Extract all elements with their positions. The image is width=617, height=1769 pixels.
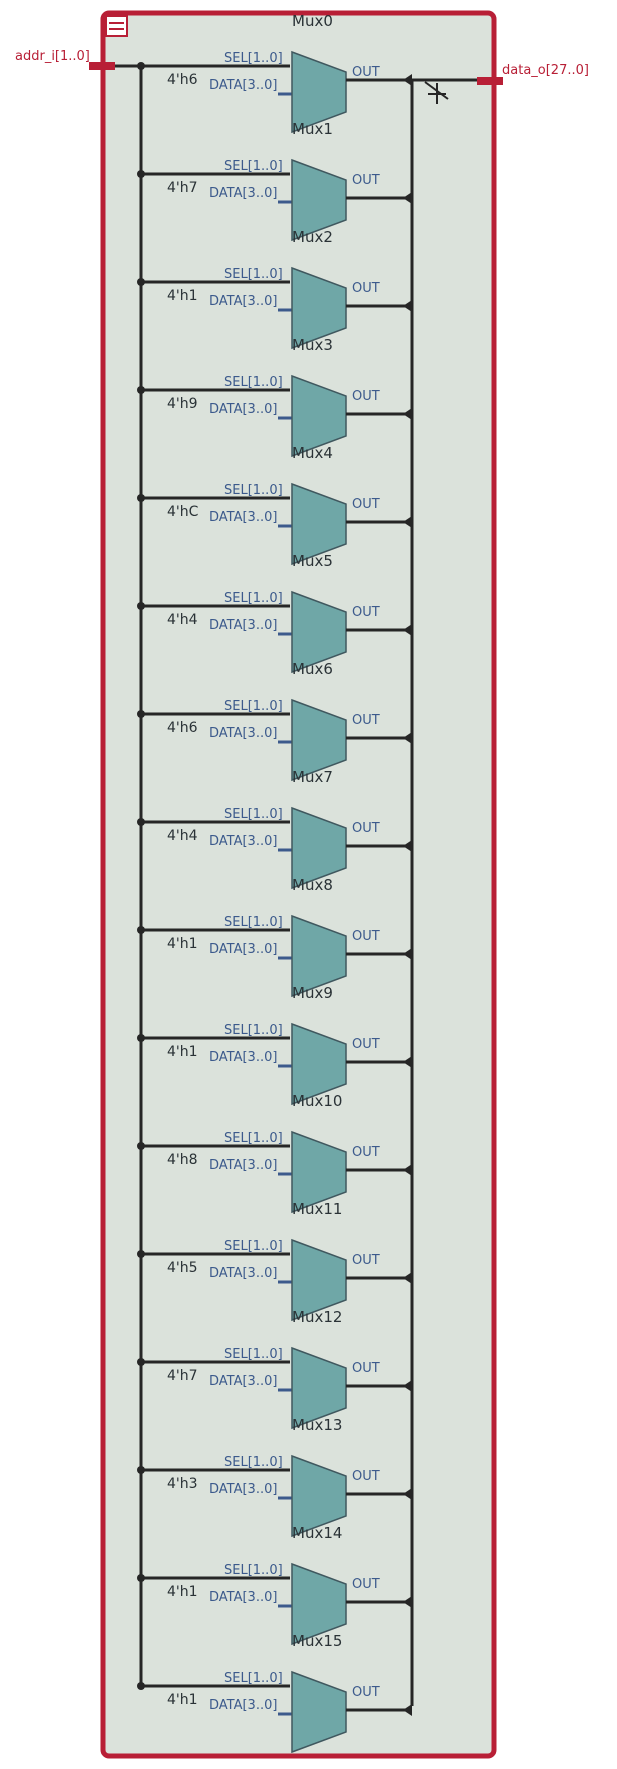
out-pin-label: OUT (352, 389, 380, 404)
out-pin-label: OUT (352, 281, 380, 296)
data-pin-label: DATA[3..0] (209, 1158, 278, 1173)
constant-value-label: 4'h7 (167, 1368, 198, 1384)
constant-value-label: 4'h5 (167, 1260, 198, 1276)
data-pin-label: DATA[3..0] (209, 186, 278, 201)
out-pin-label: OUT (352, 1037, 380, 1052)
sel-pin-label: SEL[1..0] (224, 51, 283, 66)
sel-pin-label: SEL[1..0] (224, 483, 283, 498)
input-port-label: addr_i[1..0] (15, 49, 90, 64)
constant-value-label: 4'h7 (167, 180, 198, 196)
out-pin-label: OUT (352, 1145, 380, 1160)
select-junction-dot (137, 926, 145, 934)
constant-value-label: 4'h8 (167, 1152, 198, 1168)
select-junction-dot (137, 1358, 145, 1366)
mux-title: Mux7 (292, 768, 333, 786)
sel-pin-label: SEL[1..0] (224, 1023, 283, 1038)
sel-pin-label: SEL[1..0] (224, 159, 283, 174)
constant-value-label: 4'h6 (167, 72, 198, 88)
mux-title: Mux14 (292, 1524, 343, 1542)
input-port-pin[interactable] (89, 62, 115, 70)
constant-value-label: 4'h1 (167, 1044, 198, 1060)
out-pin-label: OUT (352, 713, 380, 728)
constant-value-label: 4'h3 (167, 1476, 198, 1492)
select-junction-dot (137, 1250, 145, 1258)
select-junction-dot (137, 1574, 145, 1582)
data-pin-label: DATA[3..0] (209, 1266, 278, 1281)
out-pin-label: OUT (352, 173, 380, 188)
constant-value-label: 4'hC (167, 504, 199, 520)
out-pin-label: OUT (352, 497, 380, 512)
out-pin-label: OUT (352, 605, 380, 620)
data-pin-label: DATA[3..0] (209, 834, 278, 849)
select-junction-dot (137, 386, 145, 394)
select-junction-dot (137, 1142, 145, 1150)
data-pin-label: DATA[3..0] (209, 510, 278, 525)
sel-pin-label: SEL[1..0] (224, 807, 283, 822)
sel-pin-label: SEL[1..0] (224, 1131, 283, 1146)
constant-value-label: 4'h1 (167, 1584, 198, 1600)
data-pin-label: DATA[3..0] (209, 1698, 278, 1713)
select-junction-dot (137, 170, 145, 178)
sel-pin-label: SEL[1..0] (224, 1239, 283, 1254)
select-junction-dot (137, 494, 145, 502)
data-pin-label: DATA[3..0] (209, 1482, 278, 1497)
sel-pin-label: SEL[1..0] (224, 1671, 283, 1686)
mux-title: Mux13 (292, 1416, 343, 1434)
mux-title: Mux6 (292, 660, 333, 678)
constant-value-label: 4'h9 (167, 396, 198, 412)
out-pin-label: OUT (352, 1253, 380, 1268)
mux-title: Mux5 (292, 552, 333, 570)
out-pin-label: OUT (352, 1469, 380, 1484)
constant-value-label: 4'h6 (167, 720, 198, 736)
select-junction-dot (137, 278, 145, 286)
constant-value-label: 4'h4 (167, 828, 198, 844)
select-junction-dot (137, 62, 145, 70)
sel-pin-label: SEL[1..0] (224, 1347, 283, 1362)
constant-value-label: 4'h1 (167, 1692, 198, 1708)
mux-title: Mux3 (292, 336, 333, 354)
sel-pin-label: SEL[1..0] (224, 1563, 283, 1578)
out-pin-label: OUT (352, 821, 380, 836)
data-pin-label: DATA[3..0] (209, 78, 278, 93)
data-pin-label: DATA[3..0] (209, 294, 278, 309)
data-pin-label: DATA[3..0] (209, 942, 278, 957)
mux-title: Mux0 (292, 12, 333, 30)
mux-title: Mux12 (292, 1308, 343, 1326)
input-port[interactable] (15, 49, 115, 70)
data-pin-label: DATA[3..0] (209, 618, 278, 633)
mux-title: Mux1 (292, 120, 333, 138)
mux-title: Mux9 (292, 984, 333, 1002)
output-port-label: data_o[27..0] (502, 63, 589, 78)
mux-title: Mux15 (292, 1632, 343, 1650)
select-junction-dot (137, 710, 145, 718)
select-junction-dot (137, 602, 145, 610)
sel-pin-label: SEL[1..0] (224, 915, 283, 930)
select-junction-dot (137, 1466, 145, 1474)
data-pin-label: DATA[3..0] (209, 726, 278, 741)
out-pin-label: OUT (352, 65, 380, 80)
sel-pin-label: SEL[1..0] (224, 1455, 283, 1470)
constant-value-label: 4'h1 (167, 288, 198, 304)
sel-pin-label: SEL[1..0] (224, 699, 283, 714)
mux-title: Mux8 (292, 876, 333, 894)
data-pin-label: DATA[3..0] (209, 1374, 278, 1389)
constant-value-label: 4'h1 (167, 936, 198, 952)
data-pin-label: DATA[3..0] (209, 1590, 278, 1605)
out-pin-label: OUT (352, 1361, 380, 1376)
data-pin-label: DATA[3..0] (209, 402, 278, 417)
mux-title: Mux10 (292, 1092, 343, 1110)
mux-title: Mux4 (292, 444, 333, 462)
sel-pin-label: SEL[1..0] (224, 375, 283, 390)
out-pin-label: OUT (352, 1685, 380, 1700)
mux-title: Mux2 (292, 228, 333, 246)
collapse-icon[interactable] (106, 16, 127, 36)
data-pin-label: DATA[3..0] (209, 1050, 278, 1065)
mux-title: Mux11 (292, 1200, 343, 1218)
out-pin-label: OUT (352, 929, 380, 944)
out-pin-label: OUT (352, 1577, 380, 1592)
output-port-pin[interactable] (477, 77, 503, 85)
sel-pin-label: SEL[1..0] (224, 591, 283, 606)
sel-pin-label: SEL[1..0] (224, 267, 283, 282)
select-junction-dot (137, 818, 145, 826)
constant-value-label: 4'h4 (167, 612, 198, 628)
select-junction-dot (137, 1034, 145, 1042)
